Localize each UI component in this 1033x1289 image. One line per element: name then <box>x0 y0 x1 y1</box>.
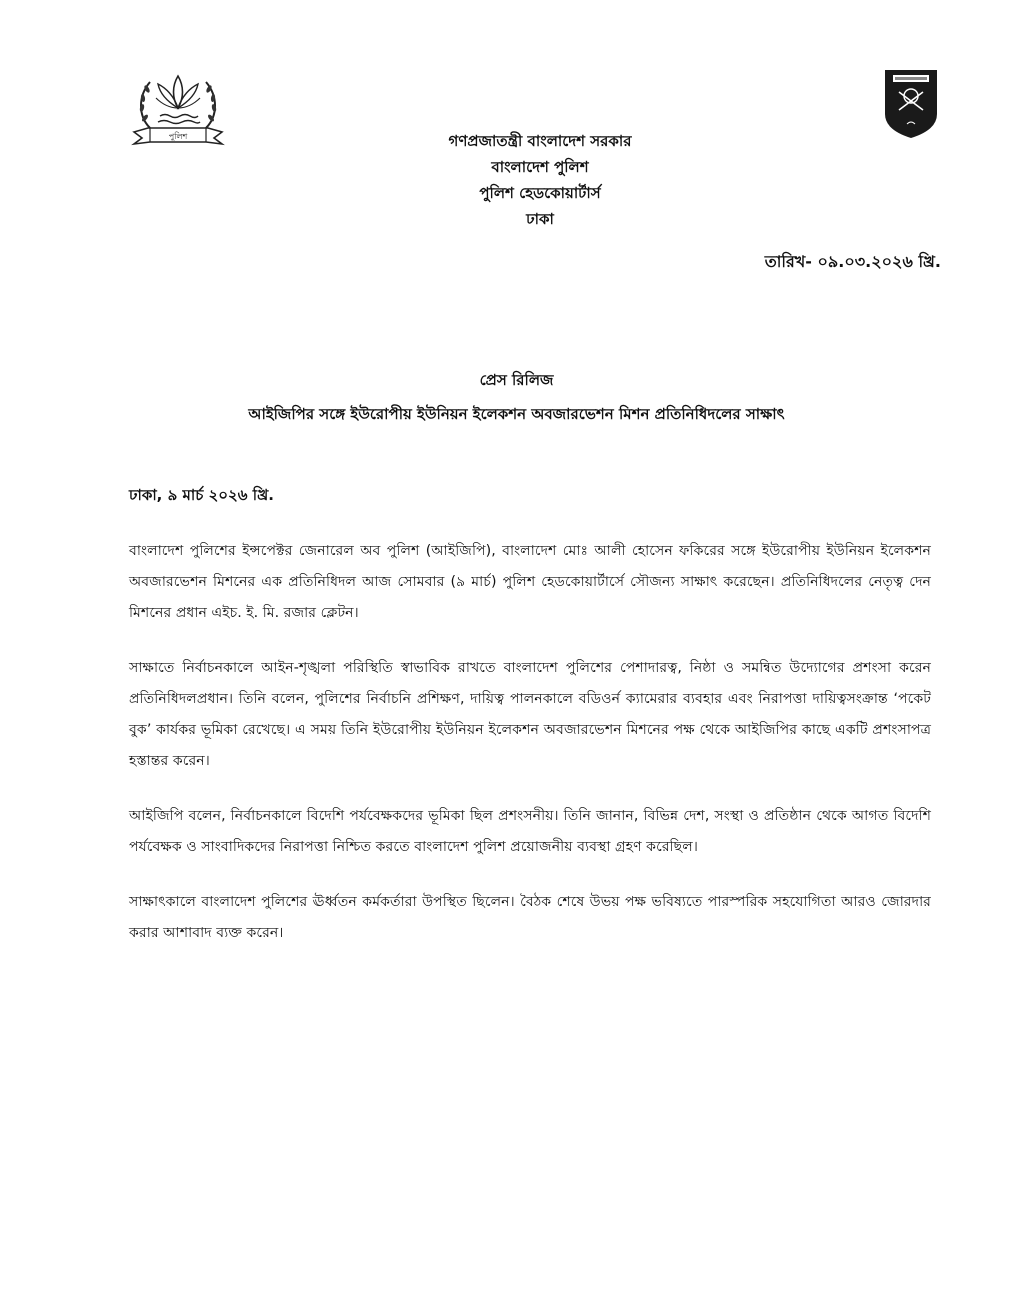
police-hq-badge <box>883 68 939 140</box>
press-release-title: প্রেস রিলিজ <box>479 371 554 389</box>
press-release-body <box>129 536 931 973</box>
header-department: বাংলাদেশ পুলিশ <box>491 158 589 176</box>
shield-badge-icon <box>883 68 939 140</box>
body-paragraph: সাক্ষাৎকালে বাংলাদেশ পুলিশের ঊর্ধ্বতন কর্মকর্তারা উপস্থিত ছিলেন। বৈঠক শেষে উভয় পক্ষ ভবিষ্যতে পারস্পরিক সহযোগিতা আরও জোরদার করার আশাবাদ ব্যক্ত করেন। <box>129 894 931 941</box>
document-header <box>300 128 780 232</box>
body-paragraph: আইজিপি বলেন, নির্বাচনকালে বিদেশি পর্যবেক্ষকদের ভূমিকা ছিল প্রশংসনীয়। তিনি জানান, বিভিন্ন দেশ, সংস্থা ও প্রতিষ্ঠান থেকে আগত বিদেশি পর্যবেক্ষক ও সাংবাদিকদের নিরাপত্তা নিশ্চিত করতে বাংলাদেশ পুলিশ প্রয়োজনীয় ব্যবস্থা গ্রহণ করেছিল। <box>129 808 931 855</box>
document-date: তারিখ- ০৯.০৩.২০২৬ খ্রি. <box>764 252 941 271</box>
title-block <box>80 368 953 426</box>
svg-text:পুলিশ: পুলিশ <box>168 132 188 141</box>
police-emblem-icon <box>128 66 228 158</box>
body-paragraph: সাক্ষাতে নির্বাচনকালে আইন-শৃঙ্খলা পরিস্থিতি স্বাভাবিক রাখতে বাংলাদেশ পুলিশের পেশাদারত্ব, নিষ্ঠা ও সমন্বিত উদ্যোগের প্রশংসা করেন প্রতিনিধিদলপ্রধান। তিনি বলেন, পুলিশের নির্বাচনি প্রশিক্ষণ, দায়িত্ব পালনকালে বডিওর্ন ক্যামেরার ব্যবহার এবং নিরাপত্তা দায়িত্বসংক্রান্ত ‘পকেট বুক’ কার্যকর ভূমিকা রেখেছে। এ সময় তিনি ইউরোপীয় ইউনিয়ন ইলেকশন অবজারভেশন মিশনের পক্ষ থেকে আইজিপির কাছে একটি প্রশংসাপত্র হস্তান্তর করেন। <box>129 660 931 769</box>
bangladesh-police-emblem <box>128 66 228 158</box>
header-office: পুলিশ হেডকোয়ার্টার্স <box>479 184 601 202</box>
dateline: ঢাকা, ৯ মার্চ ২০২৬ খ্রি. <box>129 486 274 504</box>
header-government: গণপ্রজাতন্ত্রী বাংলাদেশ সরকার <box>448 132 632 150</box>
press-release-subject: আইজিপির সঙ্গে ইউরোপীয় ইউনিয়ন ইলেকশন অবজারভেশন মিশন প্রতিনিধিদলের সাক্ষাৎ <box>248 405 785 423</box>
header-city: ঢাকা <box>526 210 554 228</box>
body-paragraph: বাংলাদেশ পুলিশের ইন্সপেক্টর জেনারেল অব পুলিশ (আইজিপি), বাংলাদেশ মোঃ আলী হোসেন ফকিরের সঙ্গে ইউরোপীয় ইউনিয়ন ইলেকশন অবজারভেশন মিশনের এক প্রতিনিধিদল আজ সোমবার (৯ মার্চ) পুলিশ হেডকোয়ার্টার্সে সৌজন্য সাক্ষাৎ করেছেন। প্রতিনিধিদলের নেতৃত্ব দেন মিশনের প্রধান এইচ. ই. মি. রজার ক্লেটন। <box>129 543 931 621</box>
